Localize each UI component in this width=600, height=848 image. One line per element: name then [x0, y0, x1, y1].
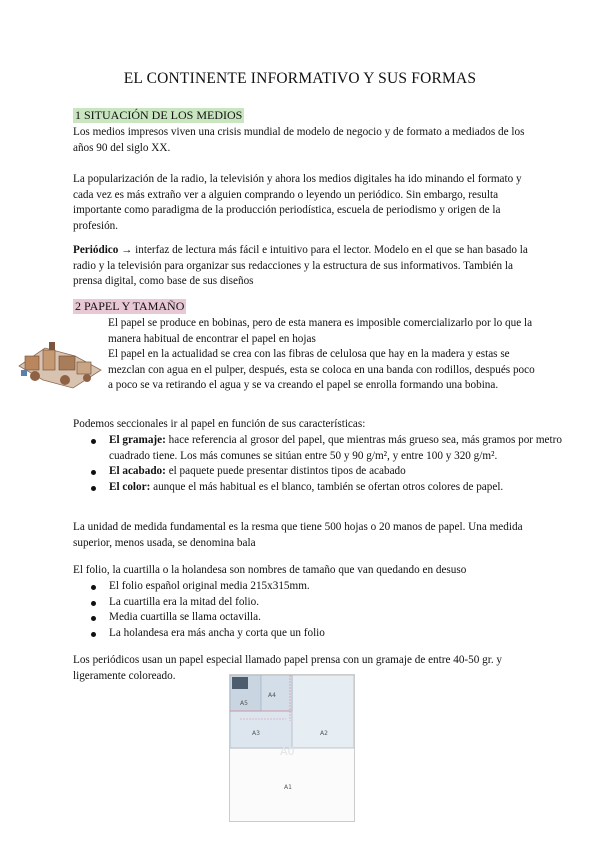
list-item: Media cuartilla se llama octavilla. — [109, 610, 579, 626]
list-item: El folio español original media 215x315mm. — [109, 579, 579, 595]
list-item: La holandesa era más ancha y corta que un folio — [109, 626, 579, 642]
paragraph: El folio, la cuartilla o la holandesa son nombres de tamaño que van quedando en desuso — [73, 564, 467, 576]
paragraph: Podemos seccionales ir al papel en función de sus características: — [73, 418, 366, 430]
paper-machine-illustration — [15, 326, 105, 394]
label-a1: A1 — [284, 784, 292, 791]
paragraph-periodico — [73, 243, 543, 290]
term: El color: — [109, 480, 151, 493]
list-item — [109, 464, 579, 480]
paper-sizes-diagram — [230, 675, 354, 821]
section-heading-2: 2 PAPEL Y TAMAÑO — [75, 299, 185, 313]
paragraph: La unidad de medida fundamental es la resma que tiene 500 hojas o 20 manos de papel. Una medida superior, menos usada, se denomina bala — [73, 521, 523, 549]
term-definition: el paquete puede presentar distintos tipos de acabado — [165, 465, 406, 477]
term: El gramaje: — [109, 434, 166, 446]
term-definition: hace referencia al grosor del papel, que mientras más grueso sea, más gramos por metro cuadrado tiene. Los más comunes se sitúan entre 50 y 90 g/m², y entre 100 y 320 g/m². — [109, 434, 562, 462]
paragraph: Los medios impresos viven una crisis mundial de modelo de negocio y de formato a mediados de los años 90 del siglo XX. — [73, 126, 525, 154]
paragraph: Los periódicos usan un papel especial llamado papel prensa con un gramaje de entre 40-50 gr. y ligeramente coloreado. — [73, 654, 503, 682]
label-a2: A2 — [320, 730, 328, 737]
label-a0: A0 — [280, 745, 295, 758]
list-item — [109, 480, 579, 496]
label-a4: A4 — [268, 692, 276, 699]
paper-sizes-figure — [229, 674, 355, 822]
paragraph: La popularización de la radio, la televisión y ahora los medios digitales ha ido minando el formato y cada vez es más extraño ver a alguien comprando o leyendo un periódico. Sin embargo, resulta importante como paradigma de la producción periodística, escuela de periodismo y origen de la profesión. — [73, 173, 522, 232]
page-title: EL CONTINENTE INFORMATIVO Y SUS FORMAS — [123, 70, 477, 87]
list-item — [109, 433, 579, 464]
label-a5: A5 — [240, 700, 248, 707]
characteristics-list — [73, 433, 579, 495]
paragraph: El papel en la actualidad se crea con las fibras de celulosa que hay en la madera y estas se mezclan con agua en el pulper, después, esta se coloca en una banda con rodillos, después poco a poco se va retirando el agua y se va creando el papel se enrolla formando una bobina. — [108, 348, 535, 391]
paragraph: El papel se produce en bobinas, pero de esta manera es imposible comercializarlo por lo que la manera habitual de encontrar el papel en hojas — [108, 317, 533, 345]
sizes-list — [73, 579, 579, 641]
section-heading-1: 1 SITUACIÓN DE LOS MEDIOS — [75, 108, 243, 122]
term-definition: aunque el más habitual es el blanco, también se ofertan otros colores de papel. — [150, 480, 504, 493]
term: El acabado: — [109, 465, 166, 477]
term: Periódico — [73, 244, 119, 256]
label-a3: A3 — [252, 730, 260, 737]
list-item: La cuartilla era la mitad del folio. — [109, 595, 579, 611]
term-definition: → interfaz de lectura más fácil e intuitivo para el lector. Modelo en el que se han basado la radio y la televisión para organizar sus redacciones y la estructura de sus informativos. También la prensa digital, como base de sus diseños — [73, 244, 528, 287]
